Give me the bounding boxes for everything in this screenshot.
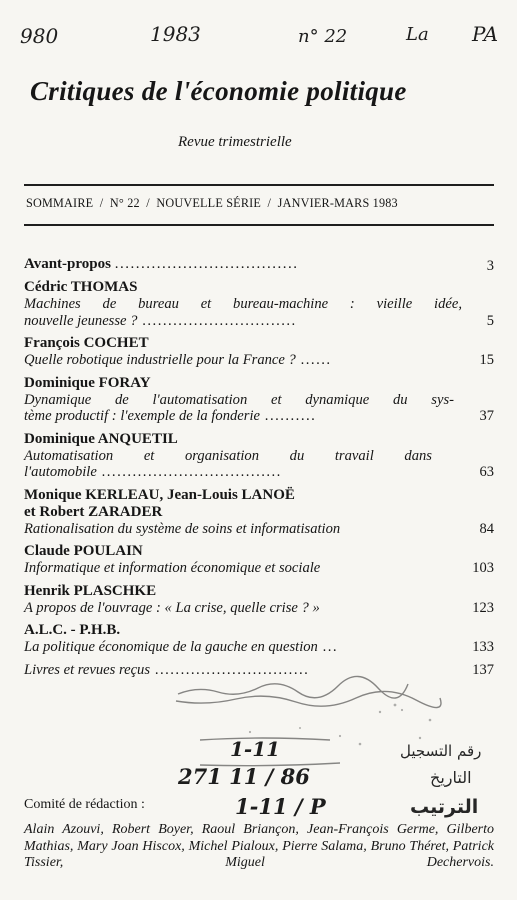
dot-leader: .......... bbox=[260, 408, 317, 424]
handwritten-note-980: 980 bbox=[20, 24, 59, 48]
dot-leader: ...... bbox=[295, 352, 332, 368]
toc-author: Claude POULAIN bbox=[24, 543, 143, 559]
toc-author: Dominique ANQUETIL bbox=[24, 430, 178, 447]
toc-author: Henrik PLASCHKE bbox=[24, 582, 157, 599]
toc-article-title bbox=[24, 313, 494, 330]
toc-title-line: l'automobile bbox=[24, 464, 97, 480]
toc-entry bbox=[24, 583, 494, 617]
bottom-rule bbox=[24, 224, 494, 226]
toc-author: François COCHET bbox=[24, 335, 149, 351]
toc-article-title bbox=[24, 352, 494, 369]
toc-entry bbox=[24, 375, 494, 425]
toc-article-title bbox=[24, 408, 494, 425]
toc-title-line: La politique économique de la gauche en question bbox=[24, 639, 318, 655]
handwritten-note-number: n° 22 bbox=[298, 26, 348, 47]
toc-author: Cédric THOMAS bbox=[24, 279, 138, 295]
toc-title-line: tème productif : l'exemple de la fonderie bbox=[24, 408, 261, 424]
toc-title-line: Automatisation et organisation du travail dans bbox=[24, 447, 432, 464]
stamp-handwritten-order: 1-11 / P bbox=[235, 794, 326, 819]
series-label: NOUVELLE SÉRIE bbox=[156, 196, 262, 210]
toc-title-line: Informatique et information économique et sociale bbox=[24, 560, 321, 576]
toc-article-title bbox=[24, 296, 494, 313]
toc-article-title bbox=[24, 392, 494, 409]
handwritten-note-la: La bbox=[406, 24, 429, 45]
toc-article-title bbox=[24, 464, 494, 481]
toc-entry bbox=[24, 543, 494, 577]
dot-leader: ................................... bbox=[96, 464, 283, 480]
stamp-handwritten-number: 1-11 bbox=[230, 737, 281, 761]
issue-date: JANVIER-MARS 1983 bbox=[277, 196, 398, 210]
dot-leader: ... bbox=[317, 639, 339, 655]
committee-members: Alain Azouvi, Robert Boyer, Raoul Briançon, Jean-François Germe, Gilberto Mathias, Mary Joan Hiscox, Michel Pialoux, Pierre Salama, Bruno Théret, Patrick Tissier, Miguel Dechervois. bbox=[24, 822, 494, 870]
toc-title-line: Quelle robotique industrielle pour la France ? bbox=[24, 352, 296, 368]
toc-article-title bbox=[24, 662, 494, 679]
toc-title: Avant-propos bbox=[24, 256, 111, 272]
committee-label: Comité de rédaction : bbox=[24, 797, 145, 812]
handwritten-note-pa: PA bbox=[472, 22, 499, 46]
stamp-arabic-date: التاريخ bbox=[430, 768, 472, 787]
dot-leader: .............................. bbox=[150, 661, 310, 678]
toc-page: 15 bbox=[479, 352, 494, 368]
toc-author: et Robert ZARADER bbox=[24, 503, 163, 520]
toc-page: 137 bbox=[472, 661, 494, 678]
toc-page: 63 bbox=[479, 464, 494, 480]
toc-entry bbox=[24, 279, 494, 329]
toc-page: 84 bbox=[479, 520, 494, 537]
toc-page: 103 bbox=[472, 560, 494, 576]
toc-title-line: Dynamique de l'automatisation et dynamique du sys- bbox=[24, 391, 454, 408]
toc-page: 37 bbox=[479, 408, 494, 424]
toc-entry bbox=[24, 487, 494, 538]
stamp-handwritten-date: 271 11 / 86 bbox=[178, 764, 310, 789]
stamp-arabic-order: الترتيب bbox=[410, 796, 479, 818]
sommaire-line: SOMMAIRE / N° 22 / NOUVELLE SÉRIE / JANVIER-MARS 1983 bbox=[26, 196, 398, 210]
journal-title: Critiques de l'économie politique bbox=[30, 76, 407, 106]
toc-title-line: Rationalisation du système de soins et informatisation bbox=[24, 520, 341, 537]
stamp-arabic-registration: رقم التسجيل bbox=[400, 742, 482, 760]
toc-author: Monique KERLEAU, Jean-Louis LANOË bbox=[24, 486, 295, 503]
toc-author: Dominique FORAY bbox=[24, 374, 151, 391]
toc-title-line: nouvelle jeunesse ? bbox=[24, 312, 138, 329]
toc-author: A.L.C. - P.H.B. bbox=[24, 622, 121, 638]
toc-entry bbox=[24, 622, 494, 656]
sommaire-label: SOMMAIRE bbox=[26, 196, 94, 210]
toc-page: 3 bbox=[486, 258, 494, 274]
toc-article-title bbox=[24, 560, 494, 577]
toc-article-title bbox=[24, 600, 494, 617]
toc-title-line: Machines de bureau et bureau-machine : vieille idée, bbox=[24, 296, 462, 312]
issue-number: N° 22 bbox=[109, 196, 140, 210]
handwritten-note-year: 1983 bbox=[150, 22, 201, 46]
dot-leader: ................................... bbox=[114, 256, 299, 272]
toc-title-line: A propos de l'ouvrage : « La crise, quelle crise ? » bbox=[24, 599, 320, 616]
toc-entry-avant-propos bbox=[24, 256, 494, 273]
toc-article-title bbox=[24, 448, 494, 465]
toc-page: 133 bbox=[472, 639, 494, 655]
table-of-contents bbox=[24, 256, 494, 684]
toc-article-title bbox=[24, 521, 494, 538]
toc-entry bbox=[24, 662, 494, 679]
toc-article-title bbox=[24, 639, 494, 656]
toc-title-line: Livres et revues reçus bbox=[24, 661, 151, 678]
journal-subtitle: Revue trimestrielle bbox=[178, 134, 292, 150]
toc-entry bbox=[24, 431, 494, 481]
toc-entry bbox=[24, 335, 494, 369]
dot-leader: .............................. bbox=[137, 312, 298, 329]
toc-page: 5 bbox=[486, 312, 494, 329]
toc-page: 123 bbox=[472, 599, 494, 616]
top-rule bbox=[24, 184, 494, 186]
